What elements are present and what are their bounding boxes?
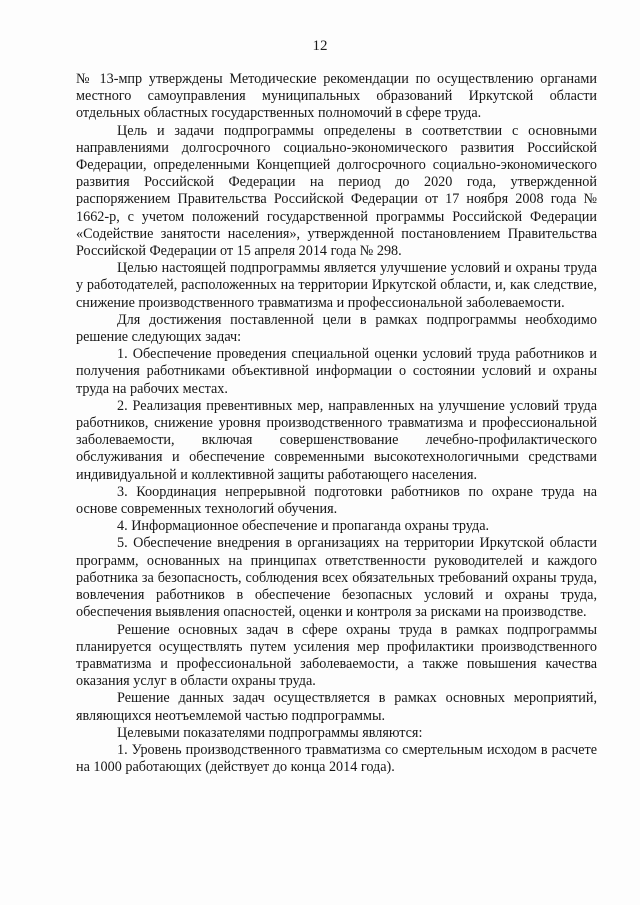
document-body (76, 71, 597, 776)
paragraph-indicators-intro: Целевыми показателями подпрограммы являются: (117, 724, 423, 741)
indicator-item-1: 1. Уровень производственного травматизма со смертельным исходом в расчете на 1000 работающих (действует до конца 2014 года). (76, 741, 597, 776)
task-item-3: 3. Координация непрерывной подготовки работников по охране труда на основе современных технологий обучения. (76, 483, 597, 518)
paragraph-solution-framework: Решение данных задач осуществляется в рамках основных мероприятий, являющихся неотъемлемой частью подпрограммы. (76, 690, 597, 724)
task-item-2: 2. Реализация превентивных мер, направленных на улучшение условий труда работников, снижение уровня производственного травматизма и профессиональной заболеваемости, включая совершенствование лечебно-профилактического обслуживания и обеспечение современными высокотехнологичными средствами индивидуальной и коллективной защиты работающего населения. (76, 397, 597, 483)
task-item-1: 1. Обеспечение проведения специальной оценки условий труда работников и получения работниками объективной информации о состоянии условий и охраны труда на рабочих местах. (76, 346, 597, 397)
task-item-4: 4. Информационное обеспечение и пропаганда охраны труда. (117, 518, 490, 535)
paragraph-tasks-intro: Для достижения поставленной цели в рамках подпрограммы необходимо решение следующих задач: (76, 311, 597, 346)
paragraph-solution-measures: Решение основных задач в сфере охраны труда в рамках подпрограммы планируется осуществлять путем усиления мер профилактики производственного травматизма и профессиональной заболеваемости, а также повышения качества оказания услуг в области охраны труда. (76, 621, 597, 690)
task-item-5: 5. Обеспечение внедрения в организациях на территории Иркутской области программ, основанных на принципах ответственности руководителей и каждого работника за безопасность, соблюдения всех обязательных требований охраны труда, вовлечения работников в обеспечение безопасных условий и охраны труда, обеспечения выявления опасностей, оценки и контроля за рисками на производстве. (76, 535, 597, 621)
page-number: 12 (312, 38, 328, 54)
paragraph-continuation: № 13-мпр утверждены Методические рекомендации по осуществлению органами местного самоуправления муниципальных образований Иркутской области отдельных областных государственных полномочий в сфере труда. (76, 71, 597, 122)
paragraph-goal: Целью настоящей подпрограммы является улучшение условий и охраны труда у работодателей, расположенных на территории Иркутской области, и, как следствие, снижение производственного травматизма и профессиональной заболеваемости. (76, 260, 597, 311)
paragraph-goals-basis: Цель и задачи подпрограммы определены в соответствии с основными направлениями долгосрочного социально-экономического развития Российской Федерации, определенными Концепцией долгосрочного социально-экономического развития Российской Федерации на период до 2020 года, утвержденной распоряжением Правительства Российской Федерации от 17 ноября 2008 года № 1662-р, с учетом положений государственной программы Российской Федерации «Содействие занятости населения», утвержденной постановлением Правительства Российской Федерации от 15 апреля 2014 года № 298. (76, 122, 597, 260)
